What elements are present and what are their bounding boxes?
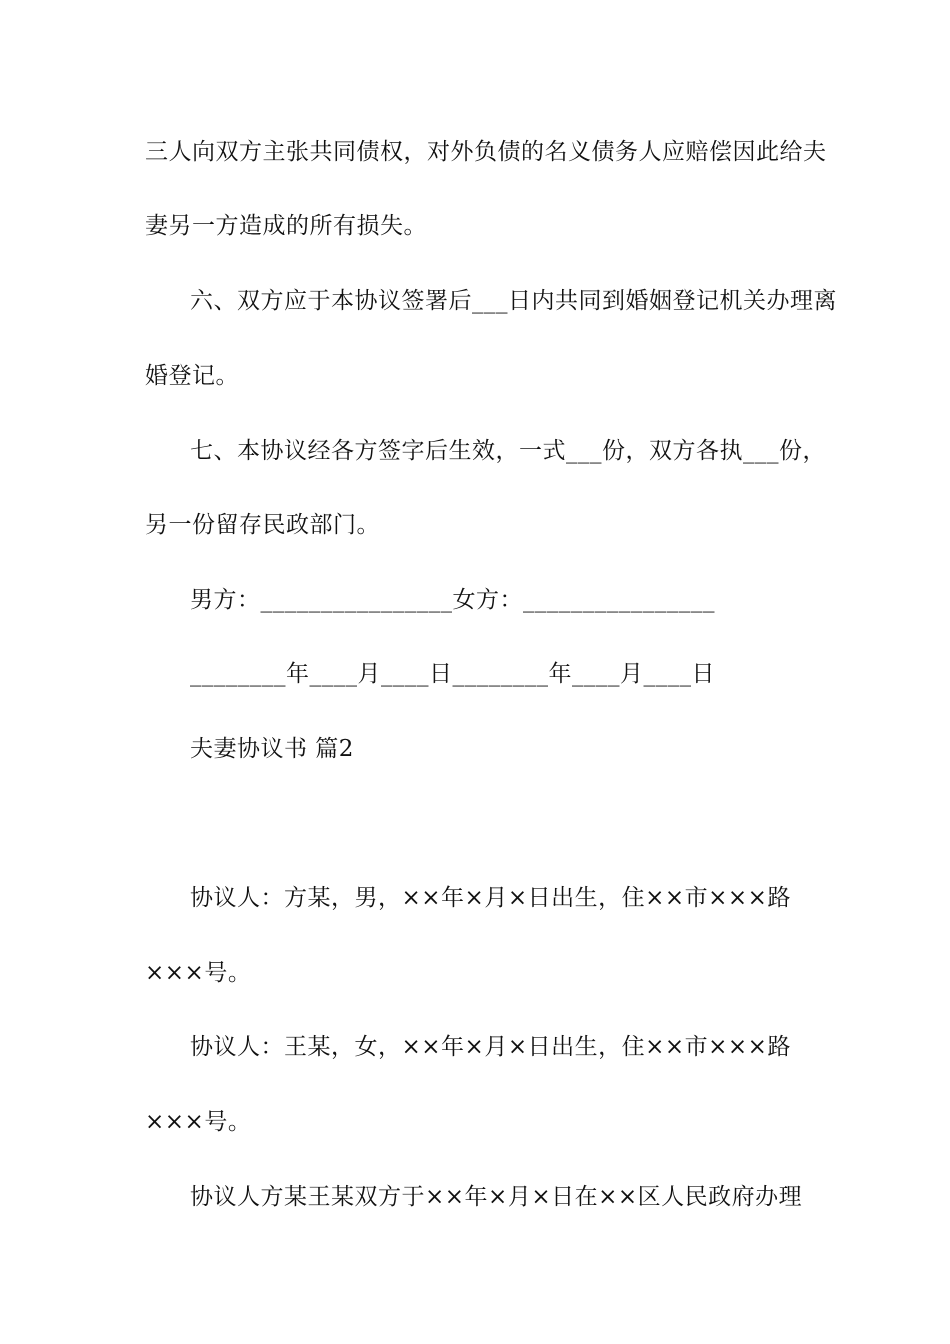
paragraph-line-debt-claim: 三人向双方主张共同债权，对外负债的名义债务人应赔偿因此给夫 [145,139,827,165]
agreement-intro-line: 协议人方某王某双方于××年×月×日在××区人民政府办理 [190,1184,803,1210]
clause-seven-continuation: 另一份留存民政部门。 [145,512,380,538]
party-two-line: 协议人：王某，女，××年×月×日出生，住××市×××路 [190,1034,791,1060]
clause-six-line: 六、双方应于本协议签署后___日内共同到婚姻登记机关办理离 [190,288,837,314]
party-one-address-continuation: ×××号。 [145,960,252,986]
party-two-address-continuation: ×××号。 [145,1109,252,1135]
party-one-line: 协议人：方某，男，××年×月×日出生，住××市×××路 [190,885,791,911]
clause-seven-line: 七、本协议经各方签字后生效，一式___份，双方各执___份， [190,438,826,464]
clause-six-continuation: 婚登记。 [145,363,239,389]
date-line: ________年____月____日________年____月____日 [190,661,715,687]
signature-line: 男方：________________女方：________________ [190,587,715,613]
paragraph-line-loss-compensation: 妻另一方造成的所有损失。 [145,213,427,239]
section-heading: 夫妻协议书 篇2 [190,736,354,762]
